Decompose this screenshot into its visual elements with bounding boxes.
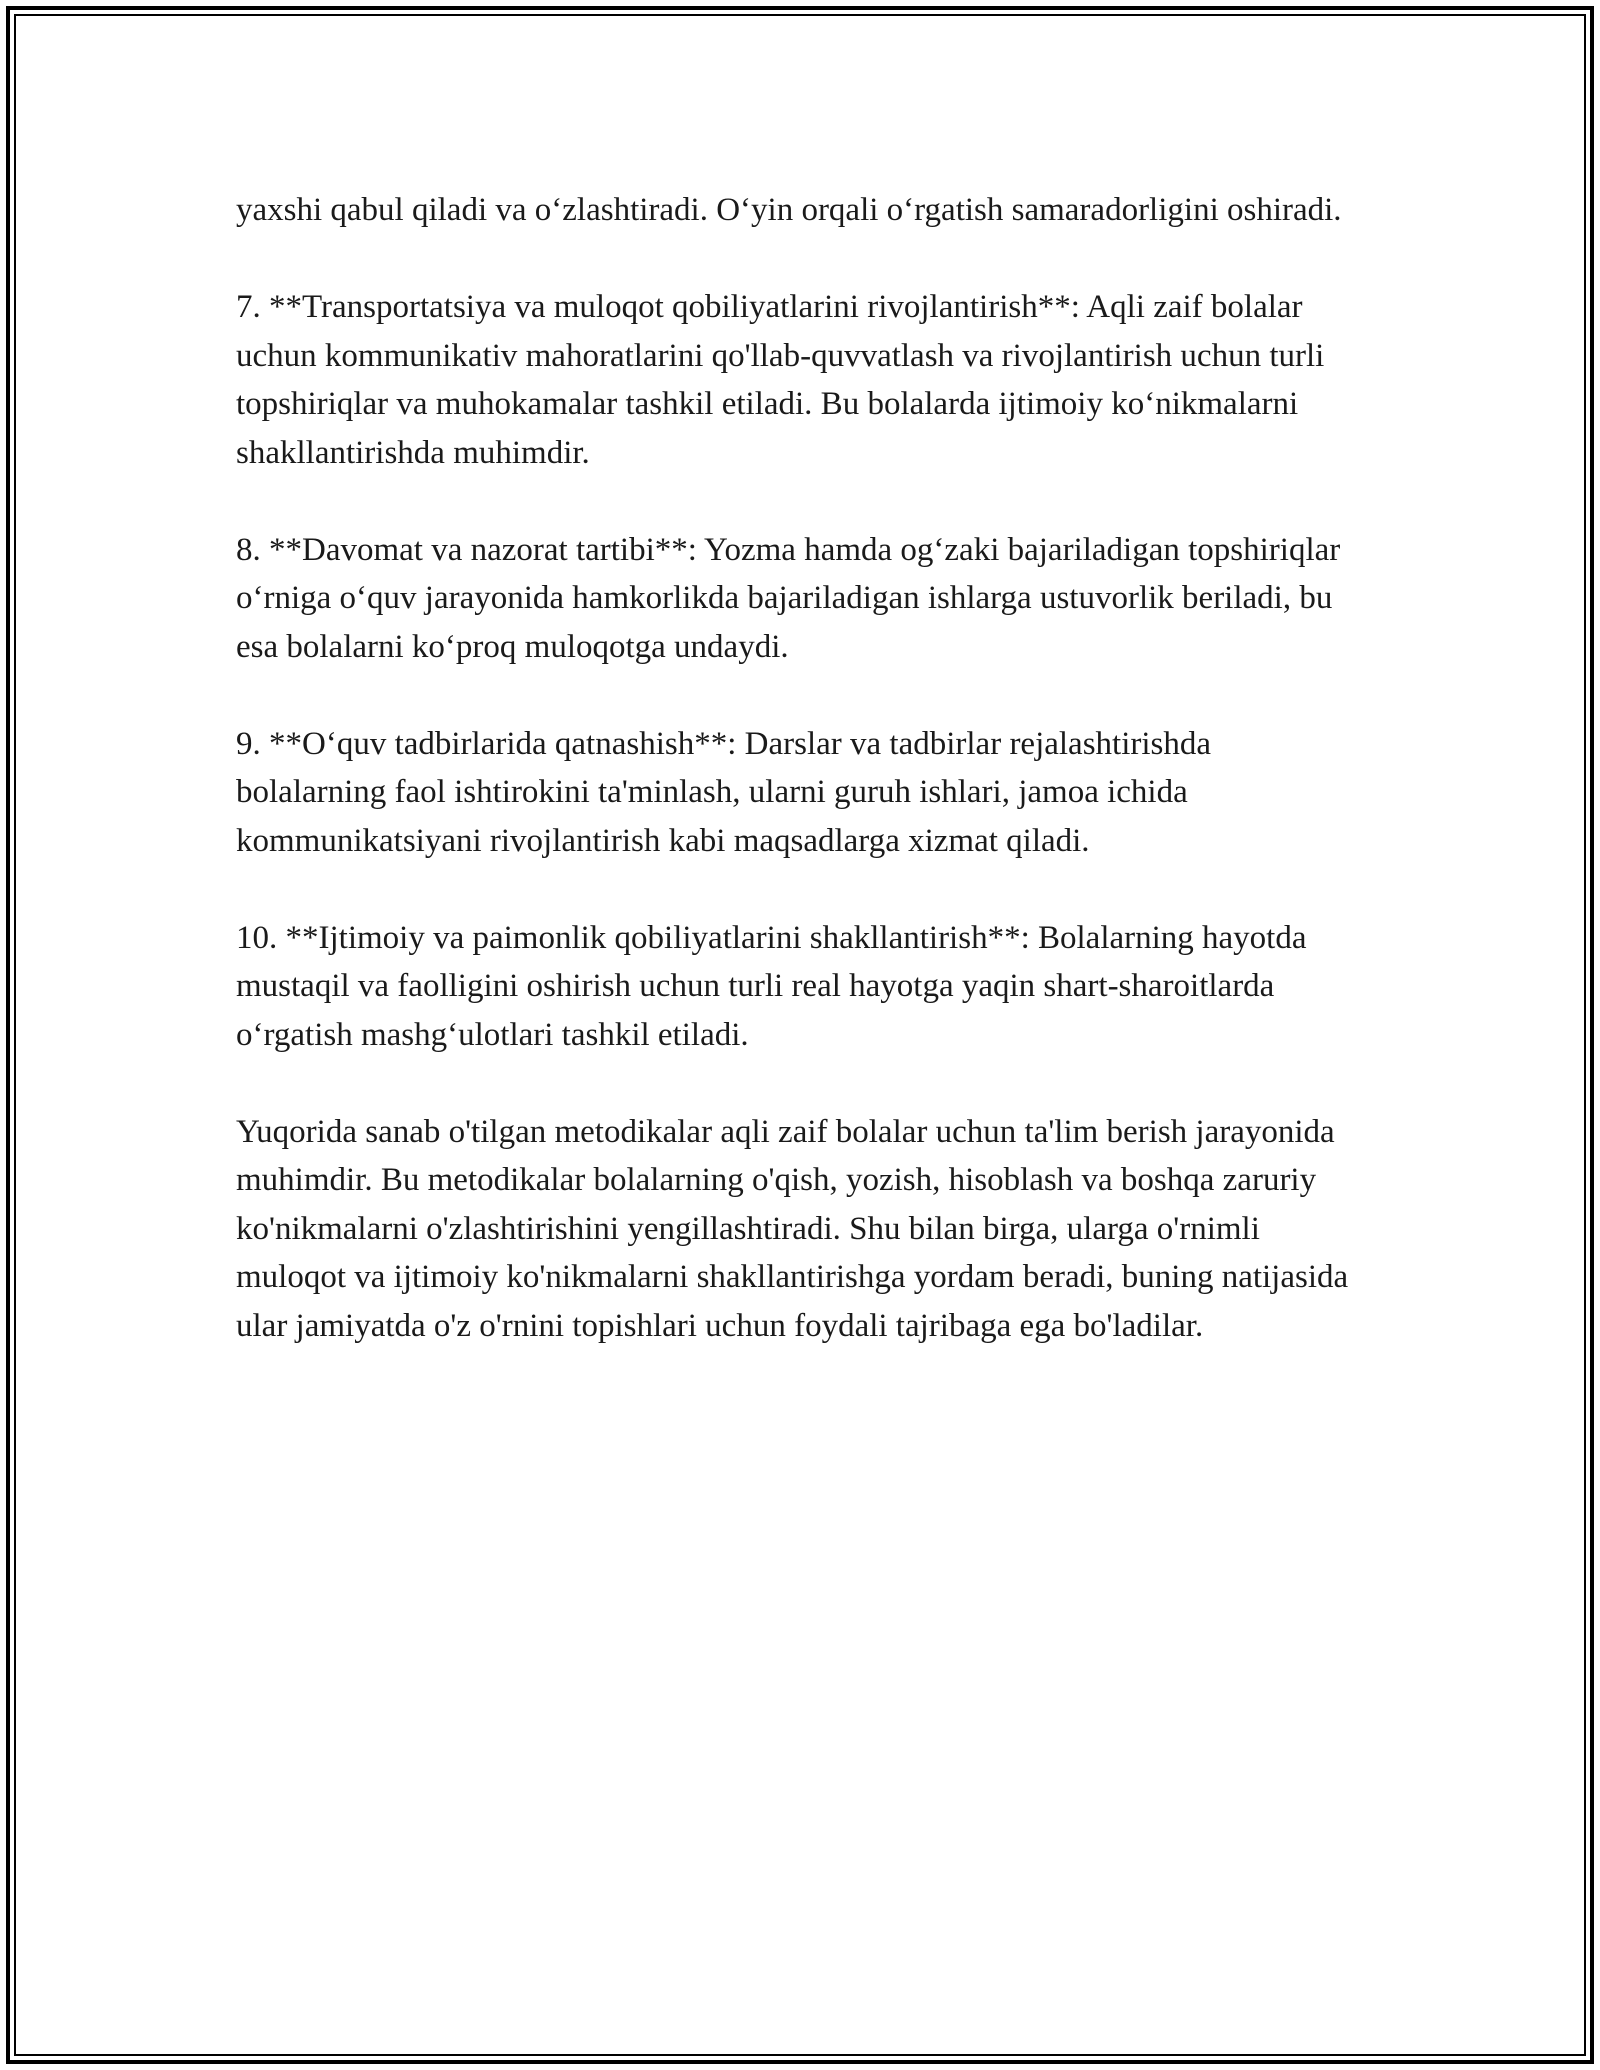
paragraph-conclusion: Yuqorida sanab o'tilgan metodikalar aqli zaif bolalar uchun ta'lim berish jarayonida muhimdir. Bu metodikalar bolalarning o'qish, yozish, hisoblash va boshqa zaruriy ko'nikmalarni o'zlashtirishini yengillashtiradi. Shu bilan birga, ularga o'rnimli muloqot va ijtimoiy ko'nikmalarni shakllantirishga yordam beradi, buning natijasida ular jamiyatda o'z o'rnini topishlari uchun foydali tajribaga ega bo'ladilar. — [236, 1113, 1349, 1344]
paragraph-item-8: 8. **Davomat va nazorat tartibi**: Yozma hamda og‘zaki bajariladigan topshiriqlar o‘rniga o‘quv jarayonida hamkorlikda bajariladigan ishlarga ustuvorlik beriladi, bu esa bolalarni ko‘proq muloqotga undaydi. — [236, 531, 1341, 665]
paragraph-item-10: 10. **Ijtimoiy va paimonlik qobiliyatlarini shakllantirish**: Bolalarning hayotda mustaqil va faolligini oshirish uchun turli real hayotga yaqin shart-sharoitlarda o‘rgatish mashg‘ulotlari tashkil etiladi. — [236, 919, 1307, 1053]
paragraph-continuation: yaxshi qabul qiladi va o‘zlashtiradi. O‘yin orqali o‘rgatish samaradorligini oshiradi. — [236, 192, 1342, 228]
paragraph-item-9: 9. **O‘quv tadbirlarida qatnashish**: Darslar va tadbirlar rejalashtirishda bolalarning faol ishtirokini ta'minlash, ularni guruh ishlari, jamoa ichida kommunikatsiyani rivojlantirish kabi maqsadlarga xizmat qiladi. — [236, 725, 1212, 859]
document-body — [236, 186, 1366, 1399]
paragraph-item-7: 7. **Transportatsiya va muloqot qobiliyatlarini rivojlantirish**: Aqli zaif bolalar uchun kommunikativ mahoratlarini qo'llab-quvvatlash va rivojlantirish uchun turli topshiriqlar va muhokamalar tashkil etiladi. Bu bolalarda ijtimoiy ko‘nikmalarni shakllantirishda muhimdir. — [236, 289, 1325, 471]
